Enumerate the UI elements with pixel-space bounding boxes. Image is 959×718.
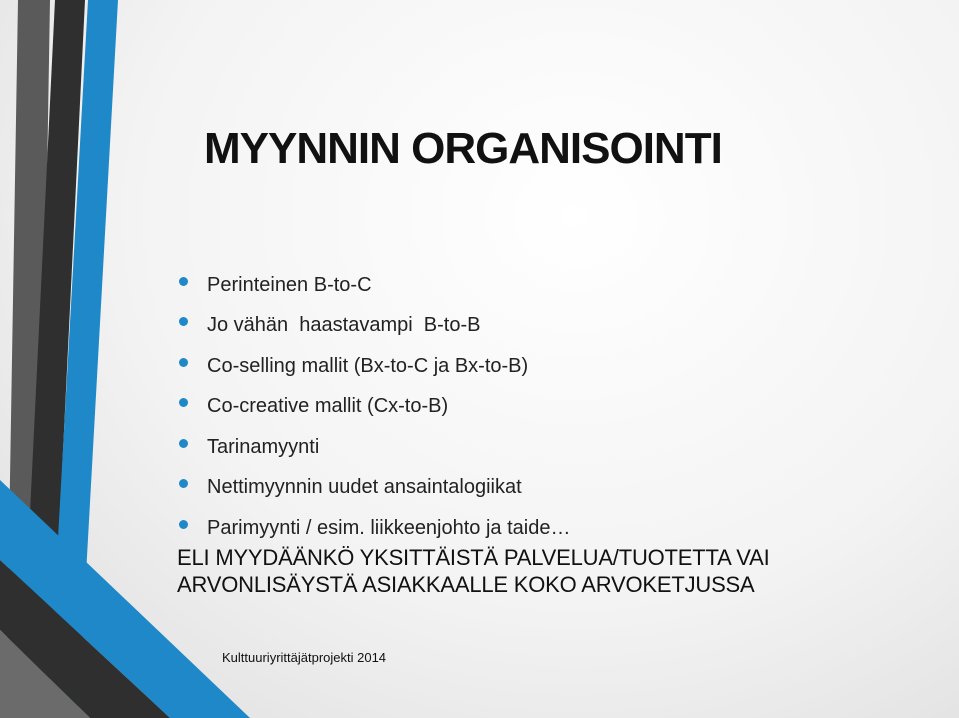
bullet-text: Nettimyynnin uudet ansaintalogiikat [207, 476, 522, 499]
bullet-text: Co-creative mallit (Cx-to-B) [207, 395, 449, 418]
list-item [178, 427, 570, 468]
summary-line: ARVONLISÄYSTÄ ASIAKKAALLE KOKO ARVOKETJUSSA [177, 572, 755, 597]
list-item [178, 306, 570, 347]
bullet-list [178, 265, 570, 549]
bullet-dot-icon [179, 317, 188, 326]
bullet-dot-icon [179, 479, 188, 488]
bullet-text: Perinteinen B-to-C [207, 273, 372, 296]
list-item [178, 387, 570, 428]
footer-text: Kulttuuriyrittäjätprojekti 2014 [222, 650, 387, 665]
slide-title: MYYNNIN ORGANISOINTI [204, 124, 722, 173]
bullet-text: Jo vähän haastavampi B-to-B [207, 314, 481, 337]
bullet-dot-icon [179, 520, 188, 529]
bullet-dot-icon [179, 358, 188, 367]
list-item [178, 508, 570, 549]
list-item [178, 346, 570, 387]
bullet-text: Co-selling mallit (Bx-to-C ja Bx-to-B) [207, 354, 529, 377]
list-item [178, 468, 570, 509]
list-item [178, 265, 570, 306]
bullet-text: Parimyynti / esim. liikkeenjohto ja taide… [207, 516, 571, 539]
bullet-text: Tarinamyynti [207, 435, 320, 458]
bullet-dot-icon [179, 439, 188, 448]
bullet-dot-icon [179, 398, 188, 407]
bullet-dot-icon [179, 277, 188, 286]
summary-line: ELI MYYDÄÄNKÖ YKSITTÄISTÄ PALVELUA/TUOTETTA VAI [177, 545, 770, 570]
summary-text [177, 544, 937, 598]
